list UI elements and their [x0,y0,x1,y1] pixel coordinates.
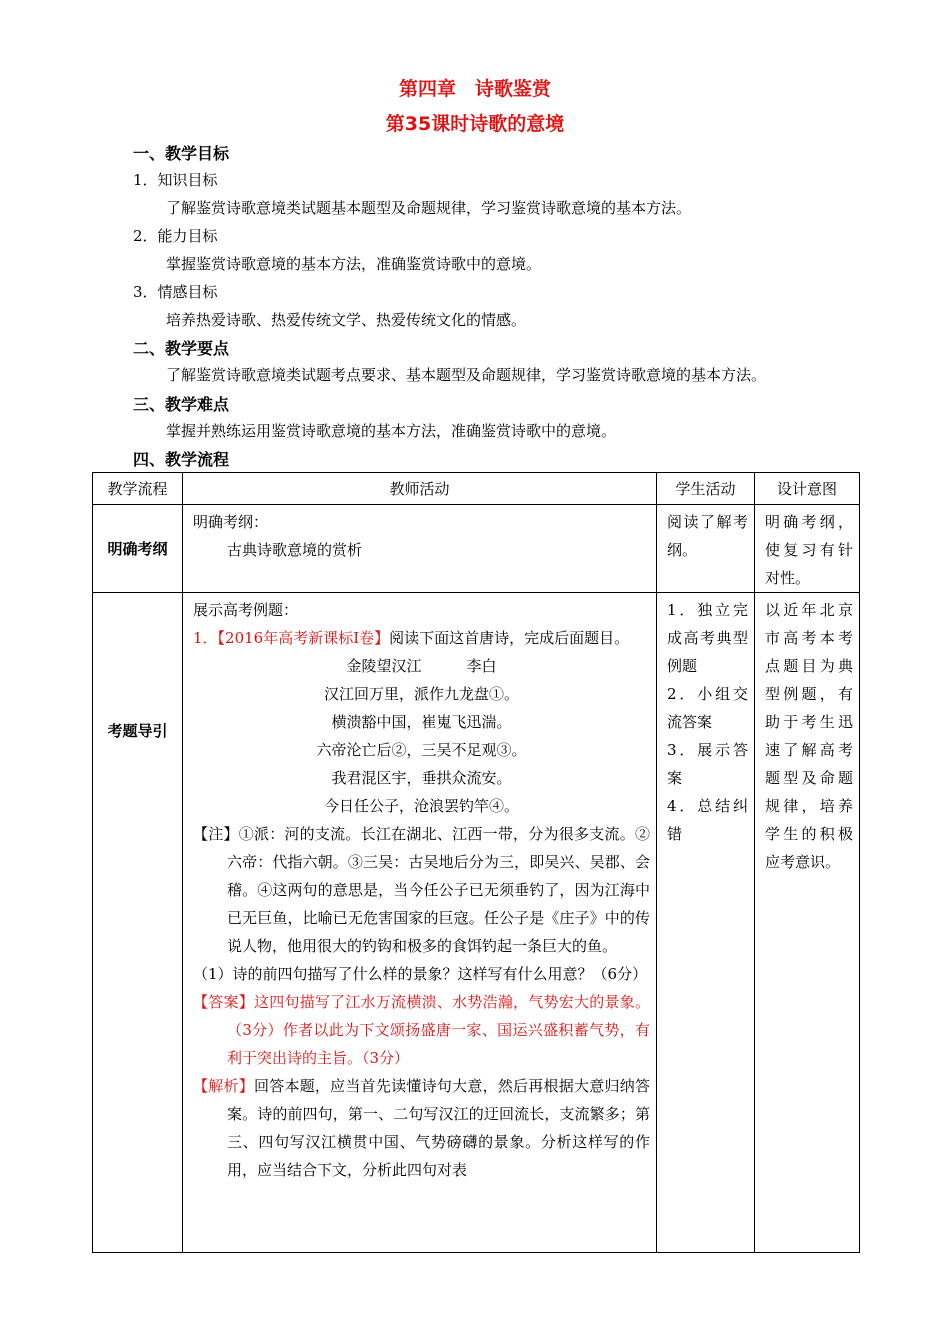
question-source: 【2016年高考新课标Ⅰ卷】 [217,629,390,647]
student-activity-cell: 阅读了解考纲。 [657,505,755,593]
poem-line: 六帝沦亡后②，三吴不足观③。 [316,741,527,759]
table-row [93,593,860,1253]
goal-emotion-label: 3．情感目标 [133,283,218,301]
poem-note: 【注】①派：河的支流。长江在湖北、江西一带，分为很多支流。②六帝：代指六朝。③三吴：古吴地后分为三，即吴兴、吴郡、会稽。④这两句的意思是，当今任公子已无须垂钓了，因为江海中已无巨鱼，比喻已无危害国家的巨寇。任公子是《庄子》中的传说人物，他用很大的钓钩和极多的食饵钓起一条巨大的鱼。 [193,825,650,955]
teacher-line: 古典诗歌意境的赏析 [227,541,363,559]
poem-title: 金陵望汉江 李白 [346,657,497,675]
poem-line: 我君混区宇，垂拱众流安。 [331,769,512,787]
goal-ability-text: 掌握鉴赏诗歌意境的基本方法，准确鉴赏诗歌中的意境。 [166,255,542,273]
teacher-activity-cell [183,593,657,1253]
section-process-heading: 四、教学流程 [133,450,230,469]
teacher-line: 明确考纲： [193,513,269,531]
analysis-text: 回答本题，应当首先读懂诗句大意，然后再根据大意归纳答案。诗的前四句，第一、二句写汉江的迂回流长，支流繁多；第三、四句写汉江横贯中国、气势磅礴的景象。分析这样写的作用，应当结合下文，分析此四句对表 [227,1077,650,1179]
goal-emotion-text: 培养热爱诗歌、热爱传统文学、热爱传统文化的情感。 [166,311,527,329]
teacher-activity-content [193,596,650,1250]
student-step: 1．独立完成高考典型例题 [667,601,748,675]
student-step: 2．小组交流答案 [667,685,748,731]
header-student-activity: 学生活动 [657,473,755,505]
student-activity-cell [657,593,755,1253]
table-header-row [93,473,860,505]
sub-question: （1）诗的前四句描写了什么样的景象？这样写有什么用意？（6分） [193,965,648,983]
header-teacher-activity: 教师活动 [183,473,657,505]
keypoints-text: 了解鉴赏诗歌意境类试题考点要求、基本题型及命题规律，学习鉴赏诗歌意境的基本方法。 [166,366,767,384]
lesson-title: 第35课时诗歌的意境 [385,113,565,135]
answer-text: 这四句描写了江水万流横溃、水势浩瀚，气势宏大的景象。（3分）作者以此为下文颂扬盛唐一家、国运兴盛积蓄气势，有利于突出诗的主旨。（3分） [227,993,650,1067]
answer-tag: 【答案】 [193,993,254,1011]
poem-line: 汉江回万里，派作九龙盘①。 [323,685,519,703]
question-prompt [193,624,650,652]
student-step: 3．展示答案 [667,741,748,787]
analysis-block [193,1072,650,1184]
header-process: 教学流程 [93,473,183,505]
row-label-exam-guide: 考题导引 [93,593,183,1253]
design-intent-cell: 明确考纲，使复习有针对性。 [755,505,860,593]
teacher-activity-cell [183,505,657,593]
goal-knowledge-text: 了解鉴赏诗歌意境类试题基本题型及命题规律，学习鉴赏诗歌意境的基本方法。 [166,199,692,217]
question-instruction: 阅读下面这首唐诗，完成后面题目。 [389,629,630,647]
student-step: 4．总结纠错 [667,797,748,843]
goal-ability-label: 2．能力目标 [133,227,218,245]
table-row [93,505,860,593]
poem-line: 今日任公子，沧浪罢钓竿④。 [323,797,519,815]
section-keypoints-heading: 二、教学要点 [133,339,230,358]
intro-text: 展示高考例题： [193,601,299,619]
row-label-syllabus: 明确考纲 [93,505,183,593]
answer-block [193,988,650,1072]
header-design-intent: 设计意图 [755,473,860,505]
section-difficulty-heading: 三、教学难点 [133,395,230,414]
difficulty-text: 掌握并熟练运用鉴赏诗歌意境的基本方法，准确鉴赏诗歌中的意境。 [166,422,617,440]
design-intent-cell: 以近年北京市高考本考点题目为典型例题，有助于考生迅速了解高考题型及命题规律，培养学生的积极应考意识。 [755,593,860,1253]
chapter-title: 第四章 诗歌鉴赏 [398,78,551,100]
poem-line: 横溃豁中国，崔嵬飞迅湍。 [331,713,512,731]
analysis-tag: 【解析】 [193,1077,254,1095]
question-number: 1． [193,629,218,647]
section-objectives-heading: 一、教学目标 [133,144,230,163]
teaching-process-table [92,472,860,1253]
goal-knowledge-label: 1．知识目标 [133,171,218,189]
